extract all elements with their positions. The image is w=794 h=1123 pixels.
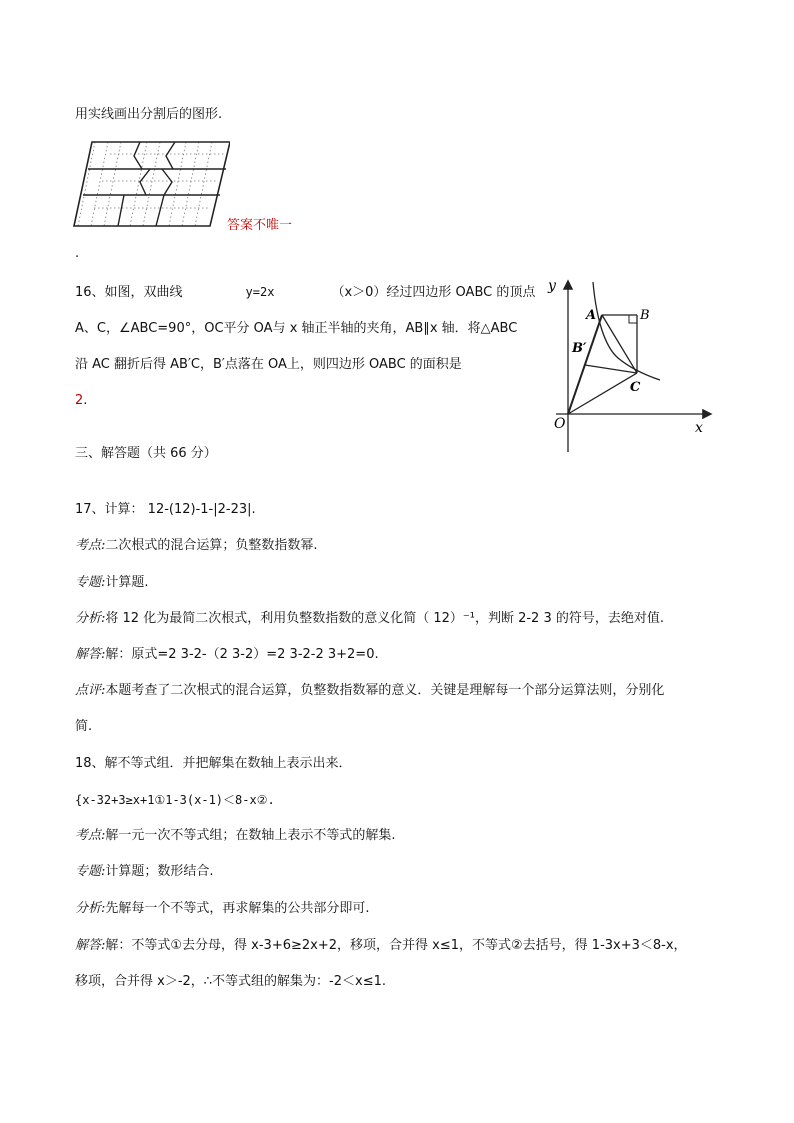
point-c-label: C	[630, 380, 641, 395]
q16-line3: 沿 AC 翻折后得 AB′C，B′点落在 OA上，则四边形 OABC 的面积是	[75, 357, 462, 372]
q17-fenxi	[75, 610, 664, 628]
q18-zhuanti	[75, 863, 214, 881]
q18-kaodian-text: 解一元一次不等式组；在数轴上表示不等式的解集.	[105, 828, 396, 843]
q17-zhuanti	[75, 574, 149, 592]
point-a-label: A	[586, 308, 597, 323]
q17-dianping-label: 点评:	[75, 683, 106, 698]
q18-jieda	[75, 937, 687, 955]
q15-instruction: 用实线画出分割后的图形.	[75, 107, 223, 122]
q18-fenxi-label: 分析:	[75, 901, 106, 916]
q17-dianping-cont: 简.	[75, 719, 93, 734]
q16-condition: （x＞0）经过四边形 OABC 的顶点	[331, 285, 536, 300]
q16-answer-end: .	[83, 393, 88, 408]
q17-fenxi-text: 将 12 化为最简二次根式，利用负整数指数的意义化简（ 12）⁻¹，判断 2-2 3 的符号，去绝对值.	[105, 611, 664, 626]
q15-answer-note: 答案不唯一	[227, 218, 293, 233]
q16-line2: A、C，∠ABC=90°，OC平分 OA与 x 轴正半轴的夹角，AB∥x 轴．将△ABC	[75, 321, 518, 336]
q16-line1	[75, 283, 535, 302]
q17-jieda-label: 解答:	[75, 647, 106, 662]
q16-answer-line	[75, 392, 87, 410]
y-axis-label: y	[548, 278, 556, 294]
q16-hyperbola-figure	[540, 276, 715, 456]
section3-title: 三、解答题（共 66 分）	[75, 446, 217, 461]
q17-jieda-text: 解：原式=2 3-2-（2 3-2）=2 3-2-2 3+2=0.	[105, 647, 379, 662]
q18-zhuanti-label: 专题:	[75, 864, 106, 879]
q17-dianping	[75, 682, 664, 700]
q17-kaodian-label: 考点:	[75, 538, 106, 553]
q16-number: 16、如图，双曲线	[75, 285, 183, 300]
q18-system: {x-32+3≥x+1①1-3(x-1)＜8-x②.	[75, 793, 275, 807]
q17-kaodian	[75, 537, 318, 555]
q18-jieda-text: 解：不等式①去分母，得 x-3+6≥2x+2，移项，合并得 x≤1，不等式②去括号，得 1-3x+3＜8-x，	[105, 938, 687, 953]
q15-dot: .	[75, 246, 80, 261]
q18-fenxi	[75, 900, 370, 918]
origin-label: O	[554, 416, 566, 432]
point-bprime-label: B′	[572, 341, 587, 356]
q18-jieda-cont: 移项，合并得 x＞-2，∴不等式组的解集为：-2＜x≤1.	[75, 974, 387, 989]
q18-zhuanti-text: 计算题；数形结合.	[105, 864, 214, 879]
q15-parallelogram-figure	[70, 138, 230, 232]
q18-question: 18、解不等式组．并把解集在数轴上表示出来．	[75, 756, 352, 771]
q17-question: 17、计算： 12-(12)-1-|2-23|.	[75, 502, 256, 517]
q16-answer: 2	[75, 393, 84, 408]
q17-dianping-text: 本题考查了二次根式的混合运算，负整数指数幂的意义．关键是理解每一个部分运算法则，分别化	[105, 683, 665, 698]
x-axis-label: x	[695, 420, 703, 436]
q17-kaodian-text: 二次根式的混合运算；负整数指数幂.	[105, 538, 318, 553]
q18-kaodian-label: 考点:	[75, 828, 106, 843]
q16-function: y=2x	[245, 285, 275, 299]
q17-zhuanti-text: 计算题.	[105, 575, 149, 590]
q17-fenxi-label: 分析:	[75, 611, 106, 626]
hyperbola-curve	[593, 282, 660, 380]
point-b-label: B	[640, 308, 650, 323]
q17-zhuanti-label: 专题:	[75, 575, 106, 590]
q18-fenxi-text: 先解每一个不等式，再求解集的公共部分即可.	[105, 901, 370, 916]
q18-jieda-label: 解答:	[75, 938, 106, 953]
q18-kaodian	[75, 827, 396, 845]
q17-jieda	[75, 646, 379, 664]
